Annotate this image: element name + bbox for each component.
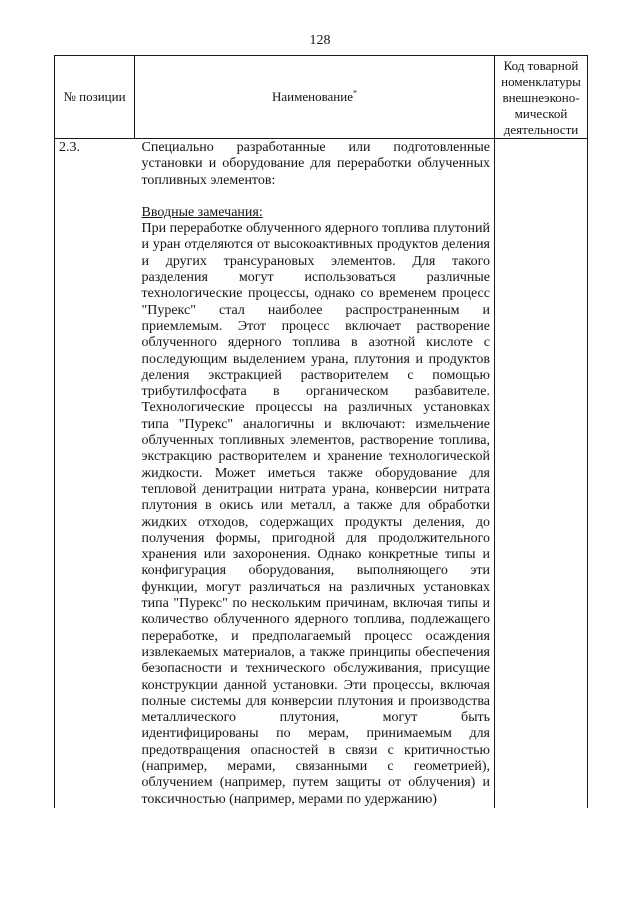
header-name <box>135 56 495 139</box>
notes-heading: Вводные замечания: <box>141 204 263 220</box>
header-position-label: № позиции <box>63 89 126 104</box>
item-title: Специально разработанные или подготовленные установки и оборудование для переработки облученных топливных элементов: <box>141 140 490 188</box>
header-position <box>55 56 135 139</box>
row-content <box>135 139 495 808</box>
header-name-label: Наименование <box>272 89 353 104</box>
row-position <box>55 139 135 808</box>
header-code <box>495 56 588 139</box>
regulation-table <box>54 55 588 808</box>
header-code-label: Код товарной номенклатуры внешнеэконо-мической деятельности <box>501 57 581 137</box>
row-position-label: 2.3. <box>59 140 80 155</box>
table-header-row <box>55 56 588 139</box>
notes-text: При переработке облученного ядерного топлива плутоний и уран отделяются от высокоактивных продуктов деления и других трансурановых элементов. Для такого разделения могут использоваться различные технологические процессы, однако со временем процесс "Пурекс" стал наиболее распространенным и приемлемым. Этот процесс включает растворение облученного ядерного топлива в азотной кислоте с последующим выделением урана, плутония и продуктов деления экстракцией растворителем с помощью трибутилфосфата в органическом разбавителе. Технологические процессы на различных установках типа "Пурекс" аналогичны и включают: измельчение облученных топливных элементов, растворение топлива, экстракцию растворителем и хранение технологической жидкости. Может иметься также оборудование для тепловой денитрации нитрата урана, конверсии нитрата плутония в окись или металл, а также для обработки жидких отходов, содержащих продукты деления, до получения формы, пригодной для продолжительного хранения или захоронения. Однако конкретные типы и конфигурация оборудования, выполняющего эти функции, могут различаться на различных установках типа "Пурекс" по нескольким причинам, включая типы и количество облученного ядерного топлива, подлежащего переработке, и предполагаемый процесс осаждения извлекаемых материалов, а также принципы обеспечения безопасности и технического обслуживания, присущие конструкции данной установки. Эти процессы, включая полные системы для конверсии плутония и производства металлического плутония, могут быть идентифицированы по мерам, принимаемым для предотвращения опасностей в связи с критичностью (например, мерами, связанными с геометрией), облучением (например, путем защиты от облучения) и токсичностью (например, мерами по удержанию) <box>141 221 490 807</box>
row-code <box>495 139 588 808</box>
page-number: 128 <box>309 33 331 48</box>
table-row <box>55 139 588 808</box>
header-name-footnote-mark: * <box>353 88 357 98</box>
